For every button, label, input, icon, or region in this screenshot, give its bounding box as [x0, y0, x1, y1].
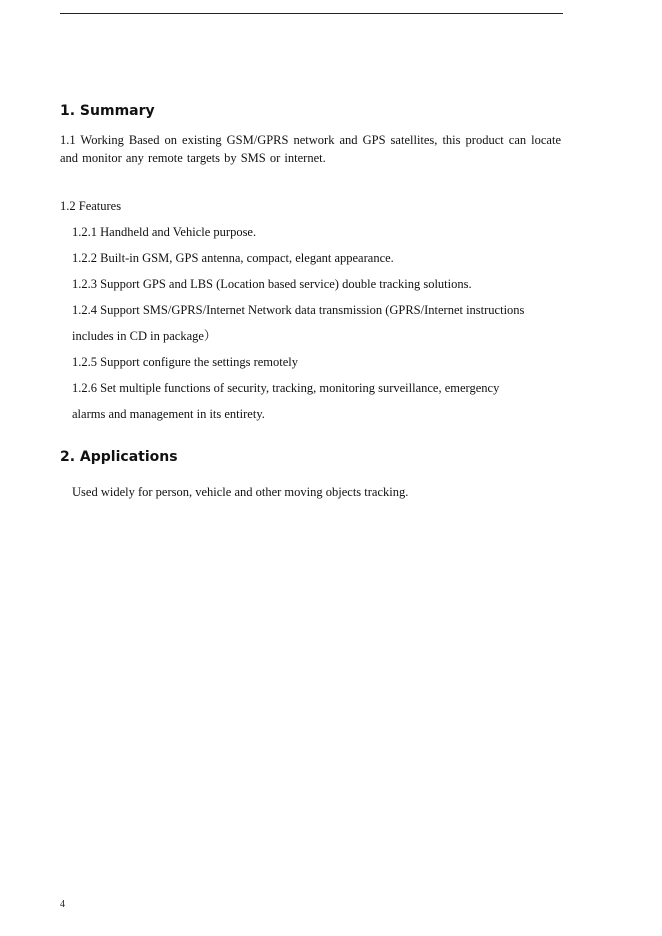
- section-heading-summary: 1. Summary: [60, 103, 155, 119]
- feature-item-5: 1.2.5 Support configure the settings remotely: [72, 355, 299, 369]
- feature-item-1: 1.2.1 Handheld and Vehicle purpose.: [72, 225, 257, 239]
- feature-item-2: 1.2.2 Built-in GSM, GPS antenna, compact, elegant appearance.: [72, 251, 394, 265]
- feature-item-4-continued: includes in CD in package）: [72, 329, 217, 343]
- features-label: 1.2 Features: [60, 199, 122, 213]
- applications-paragraph: Used widely for person, vehicle and other moving objects tracking.: [72, 485, 409, 499]
- section-heading-applications: 2. Applications: [60, 449, 178, 465]
- feature-item-6: 1.2.6 Set multiple functions of security, tracking, monitoring surveillance, emergency: [72, 381, 500, 395]
- working-paragraph: 1.1 Working Based on existing GSM/GPRS network and GPS satellites, this product can locate and monitor any remote targets by SMS or internet.: [60, 133, 561, 165]
- feature-item-4: 1.2.4 Support SMS/GPRS/Internet Network data transmission (GPRS/Internet instructions: [72, 303, 525, 317]
- feature-item-3: 1.2.3 Support GPS and LBS (Location based service) double tracking solutions.: [72, 277, 472, 291]
- page-number: 4: [60, 899, 65, 910]
- feature-item-6-continued: alarms and management in its entirety.: [72, 407, 265, 421]
- header-rule: [60, 13, 563, 14]
